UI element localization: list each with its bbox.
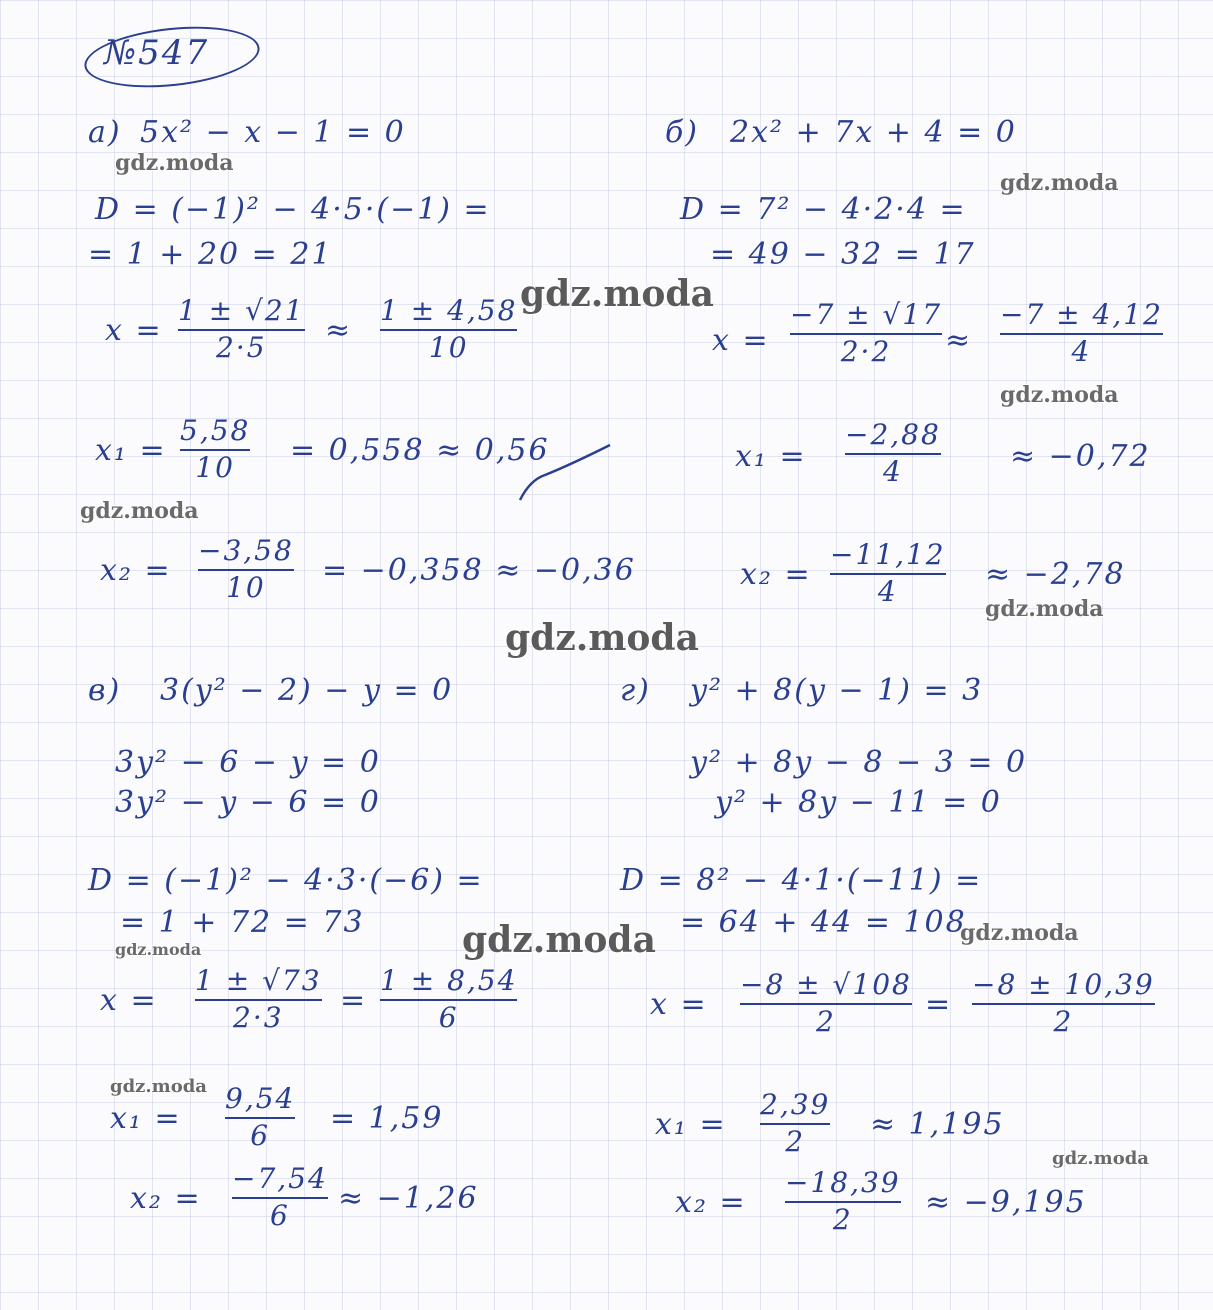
- part-b-x1-prefix: x₁ =: [735, 439, 807, 474]
- part-a-x1-prefix: x₁ =: [95, 433, 167, 468]
- numerator: 2,39: [760, 1088, 831, 1121]
- part-c-x1-prefix: x₁ =: [110, 1101, 182, 1136]
- problem-number: №547: [104, 33, 210, 73]
- numerator: 1 ± 8,54: [380, 964, 518, 997]
- part-c-step1: 3y² − 6 − y = 0: [115, 745, 381, 780]
- denominator: 6: [438, 1000, 459, 1034]
- part-c-x-prefix: x =: [100, 983, 158, 1018]
- part-d-x2-result: ≈ −9,195: [925, 1185, 1087, 1220]
- part-b-x2-fraction: [830, 540, 946, 608]
- part-d-root-formula: [740, 970, 912, 1038]
- numerator: 1 ± √21: [178, 294, 305, 327]
- part-c-x1-fraction: [225, 1084, 295, 1152]
- part-d-discriminant: D = 8² − 4·1·(−11) =: [620, 863, 983, 898]
- part-c-root-approx: [380, 966, 517, 1034]
- part-c-equals-sign: =: [340, 983, 368, 1018]
- numerator: −3,58: [198, 534, 294, 567]
- watermark: gdz.moda: [80, 498, 199, 524]
- part-c-equation: 3(y² − 2) − y = 0: [160, 673, 454, 708]
- part-b-x2-prefix: x₂ =: [740, 557, 812, 592]
- part-b-x-prefix: x =: [712, 323, 770, 358]
- part-b-x2-result: ≈ −2,78: [985, 557, 1126, 592]
- numerator: 1 ± 4,58: [380, 294, 518, 327]
- part-d-x1-prefix: x₁ =: [655, 1107, 727, 1142]
- part-a-x1-fraction: [180, 416, 250, 484]
- watermark: gdz.moda: [462, 919, 656, 961]
- part-b-label: б): [665, 115, 700, 150]
- watermark: gdz.moda: [985, 596, 1104, 622]
- part-b-x1-result: ≈ −0,72: [1010, 439, 1151, 474]
- numerator: −7 ± 4,12: [1000, 298, 1163, 331]
- part-a-x1-result: = 0,558 ≈ 0,56: [290, 433, 550, 468]
- numerator: −18,39: [785, 1166, 901, 1199]
- part-b-discriminant: D = 7² − 4·2·4 =: [680, 192, 967, 227]
- numerator: −7,54: [232, 1162, 328, 1195]
- part-a-x2-fraction: [198, 536, 294, 604]
- part-a-approx-sign: ≈: [325, 313, 353, 348]
- part-a-discriminant: D = (−1)² − 4·5·(−1) =: [95, 192, 491, 227]
- check-mark-icon: [515, 440, 615, 510]
- part-a-x2-result: = −0,358 ≈ −0,36: [322, 553, 636, 588]
- denominator: 2·2: [840, 334, 892, 368]
- part-a-root-formula: [178, 296, 305, 364]
- part-a-discriminant-value: = 1 + 20 = 21: [88, 237, 333, 272]
- denominator: 2: [1053, 1004, 1074, 1038]
- part-d-label: г): [620, 673, 651, 708]
- part-d-equals-sign: =: [925, 987, 953, 1022]
- denominator: 10: [226, 570, 266, 604]
- part-a-x-prefix: x =: [105, 313, 163, 348]
- watermark: gdz.moda: [115, 940, 202, 959]
- denominator: 6: [250, 1118, 271, 1152]
- part-d-equation: y² + 8(y − 1) = 3: [690, 673, 984, 708]
- part-c-discriminant-value: = 1 + 72 = 73: [120, 905, 365, 940]
- part-b-x1-fraction: [845, 420, 941, 488]
- part-c-root-formula: [195, 966, 322, 1034]
- denominator: 2: [816, 1004, 836, 1038]
- part-d-step2: y² + 8y − 11 = 0: [715, 785, 1002, 820]
- part-c-x2-prefix: x₂ =: [130, 1181, 202, 1216]
- part-b-discriminant-value: = 49 − 32 = 17: [710, 237, 976, 272]
- watermark: gdz.moda: [110, 1076, 207, 1097]
- numerator: 1 ± √73: [195, 964, 322, 997]
- numerator: −8 ± 10,39: [972, 968, 1155, 1001]
- part-b-root-formula: [790, 300, 942, 368]
- numerator: −8 ± √108: [740, 968, 912, 1001]
- part-d-x1-fraction: [760, 1090, 830, 1158]
- watermark: gdz.moda: [520, 273, 714, 315]
- denominator: 4: [877, 574, 898, 608]
- part-a-label: а): [88, 115, 122, 150]
- watermark: gdz.moda: [505, 617, 699, 659]
- part-a-root-approx: [380, 296, 517, 364]
- part-a-x2-prefix: x₂ =: [100, 553, 172, 588]
- numerator: −11,12: [830, 538, 946, 571]
- watermark: gdz.moda: [1000, 170, 1119, 196]
- numerator: 5,58: [180, 414, 251, 447]
- denominator: 2: [832, 1202, 853, 1236]
- watermark: gdz.moda: [1052, 1148, 1149, 1169]
- part-b-equation: 2x² + 7x + 4 = 0: [730, 115, 1017, 150]
- part-b-approx-sign: ≈: [945, 323, 973, 358]
- denominator: 10: [428, 330, 469, 364]
- part-c-step2: 3y² − y − 6 = 0: [115, 785, 381, 820]
- part-b-root-approx: [1000, 300, 1163, 368]
- part-d-step1: y² + 8y − 8 − 3 = 0: [690, 745, 1028, 780]
- part-a-equation: 5x² − x − 1 = 0: [140, 115, 406, 150]
- denominator: 6: [269, 1198, 290, 1232]
- numerator: 9,54: [225, 1082, 296, 1115]
- part-c-x1-result: = 1,59: [330, 1101, 444, 1136]
- denominator: 2·5: [216, 330, 267, 364]
- part-d-x2-prefix: x₂ =: [675, 1185, 747, 1220]
- denominator: 4: [1071, 334, 1092, 368]
- part-d-x1-result: ≈ 1,195: [870, 1107, 1005, 1142]
- numerator: −7 ± √17: [790, 298, 943, 331]
- part-d-discriminant-value: = 64 + 44 = 108: [680, 905, 967, 940]
- part-c-x2-fraction: [232, 1164, 328, 1232]
- watermark: gdz.moda: [115, 150, 234, 176]
- watermark: gdz.moda: [960, 920, 1079, 946]
- numerator: −2,88: [845, 418, 941, 451]
- part-d-root-approx: [972, 970, 1155, 1038]
- denominator: 10: [195, 450, 235, 484]
- part-d-x2-fraction: [785, 1168, 901, 1236]
- part-c-label: в): [88, 673, 122, 708]
- denominator: 4: [882, 454, 903, 488]
- denominator: 2: [785, 1124, 806, 1158]
- watermark: gdz.moda: [1000, 382, 1119, 408]
- denominator: 2·3: [233, 1000, 284, 1034]
- part-c-x2-result: ≈ −1,26: [338, 1181, 479, 1216]
- part-d-x-prefix: x =: [650, 987, 708, 1022]
- part-c-discriminant: D = (−1)² − 4·3·(−6) =: [88, 863, 484, 898]
